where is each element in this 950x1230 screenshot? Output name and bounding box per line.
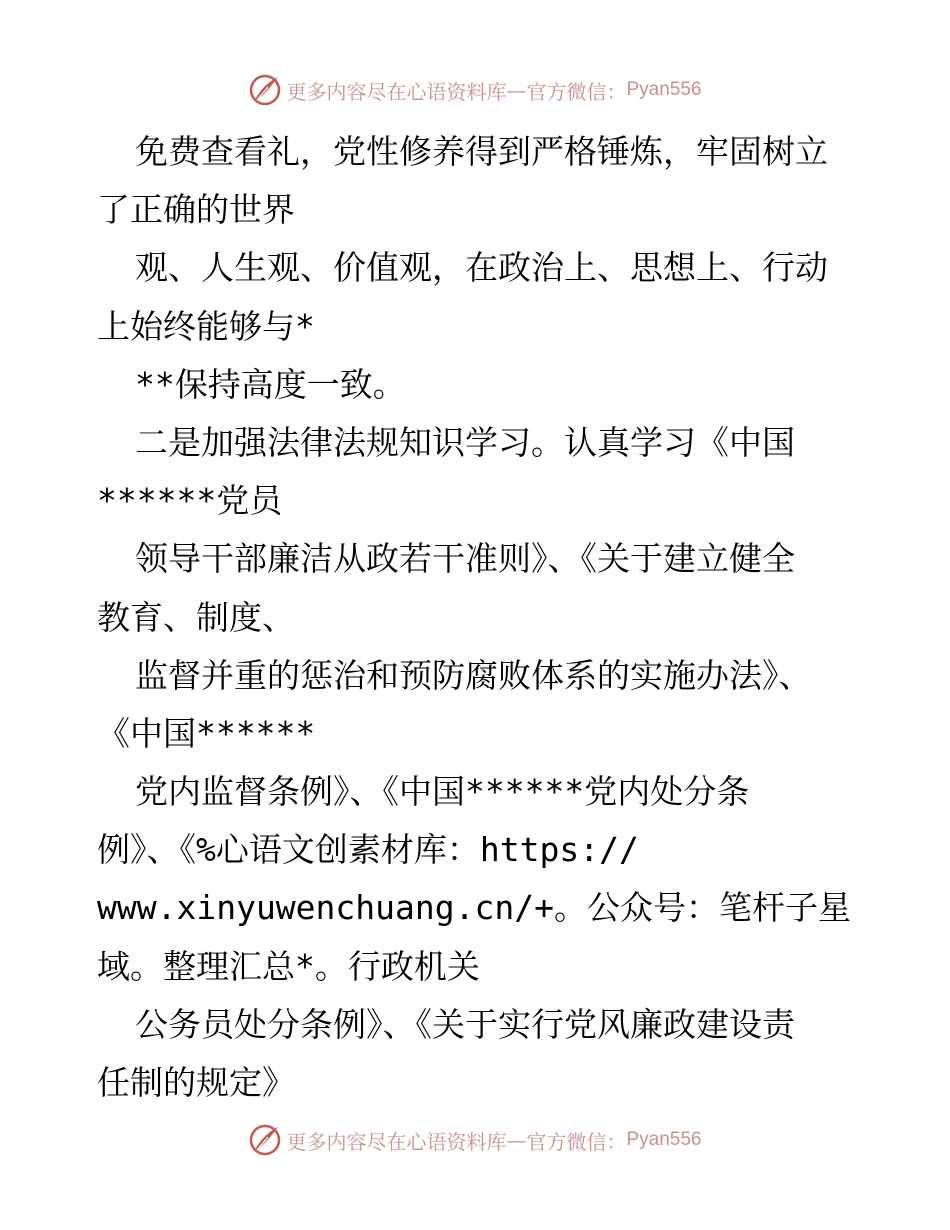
body-line: 了正确的世界 — [97, 190, 295, 230]
body-line: 任制的规定》 — [97, 1063, 295, 1102]
body-line: www.xinyuwenchuang.cn/+。公众号：笔杆子星 — [97, 888, 851, 928]
body-line: 党内监督条例》、《中国******党内处分条 — [135, 772, 750, 812]
feather-pen-logo-icon — [248, 73, 282, 107]
body-line: 二是加强法律法规知识学习。认真学习《中国 — [135, 422, 795, 462]
body-line: 上始终能够与* — [97, 306, 315, 346]
body-line: 免费查看礼，党性修养得到严格锤炼，牢固树立 — [135, 132, 828, 171]
header-brand-text: 更多内容尽在心语资料库 — [286, 79, 507, 104]
body-line: 《中国****** — [97, 713, 316, 753]
body-line: 例》、《%心语文创素材库：https:// — [97, 830, 639, 870]
body-line: 领导干部廉洁从政若干准则》、《关于建立健全 — [135, 539, 795, 579]
body-line: 教育、制度、 — [97, 597, 295, 637]
footer-dash: — — [506, 1128, 527, 1152]
feather-pen-logo-icon — [248, 1123, 282, 1157]
body-line: 观、人生观、价值观，在政治上、思想上、行动 — [135, 248, 828, 288]
body-line: ******党员 — [97, 481, 283, 521]
header-banner — [0, 70, 950, 110]
header-dash: — — [506, 78, 527, 102]
footer-wechat-label: 官方微信： — [526, 1129, 627, 1154]
header-wechat-id: Pyan556 — [626, 79, 702, 100]
header-wechat-label: 官方微信： — [526, 79, 627, 104]
body-line: 监督并重的惩治和预防腐败体系的实施办法》、 — [135, 655, 812, 695]
body-line: 公务员处分条例》、《关于实行党风廉政建设责 — [135, 1004, 795, 1044]
document-body — [97, 123, 857, 1112]
footer-brand-text: 更多内容尽在心语资料库 — [286, 1129, 507, 1154]
footer-banner — [0, 1120, 950, 1160]
body-line: **保持高度一致。 — [135, 364, 406, 404]
body-line: 域。整理汇总*。行政机关 — [97, 946, 480, 986]
footer-wechat-id: Pyan556 — [626, 1129, 702, 1150]
